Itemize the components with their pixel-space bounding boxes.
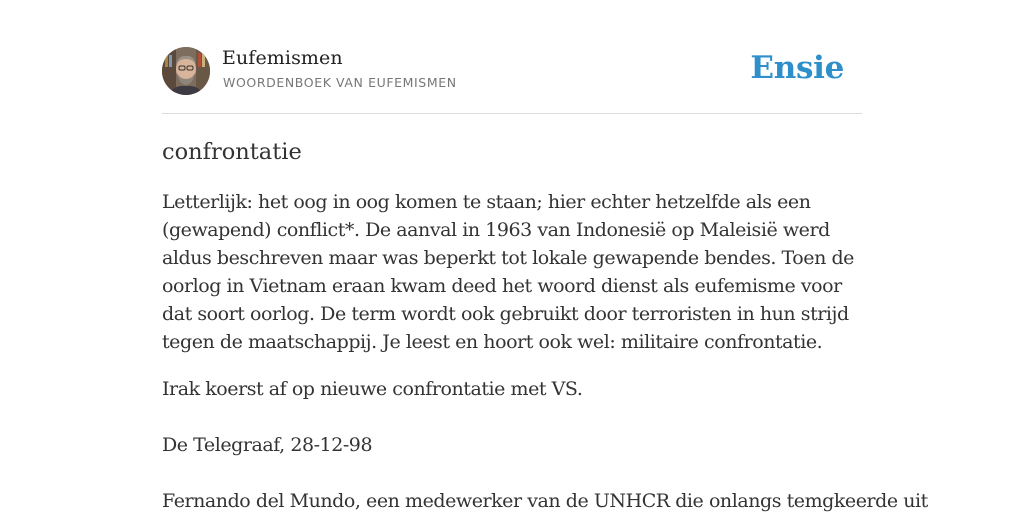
source-subtitle[interactable]: WOORDENBOEK VAN EUFEMISMEN [223, 75, 457, 90]
brand-logo[interactable]: Ensie [750, 50, 844, 86]
example-source: De Telegraaf, 28-12-98 [162, 434, 373, 456]
example-quote: Irak koerst af op nieuwe confrontatie met VS. [162, 378, 583, 400]
author-avatar[interactable] [162, 47, 210, 95]
entry-definition: Letterlijk: het oog in oog komen te staan; hier echter hetzelfde als een (gewapend) conflict*. De aanval in 1963 van Indonesië op Maleisië werd aldus beschreven maar was beperkt tot lokale gewapende bendes. Toen de oorlog in Vietnam eraan kwam deed het woord dienst als eufemisme voor dat soort oorlog. De term wordt ook gebruikt door terroristen in hun strijd tegen de maatschappij. Je leest en hoort ook wel: militaire confrontatie. [162, 191, 854, 353]
source-name[interactable]: Eufemismen [222, 47, 343, 69]
author-portrait-icon [162, 47, 210, 95]
header-divider [162, 113, 862, 114]
entry-content [162, 136, 928, 512]
example-quote-2: Fernando del Mundo, een medewerker van de UNHCR die onlangs temgkeerde uit [162, 490, 928, 512]
entry-header [162, 46, 862, 96]
entry-term: confrontatie [162, 139, 302, 165]
